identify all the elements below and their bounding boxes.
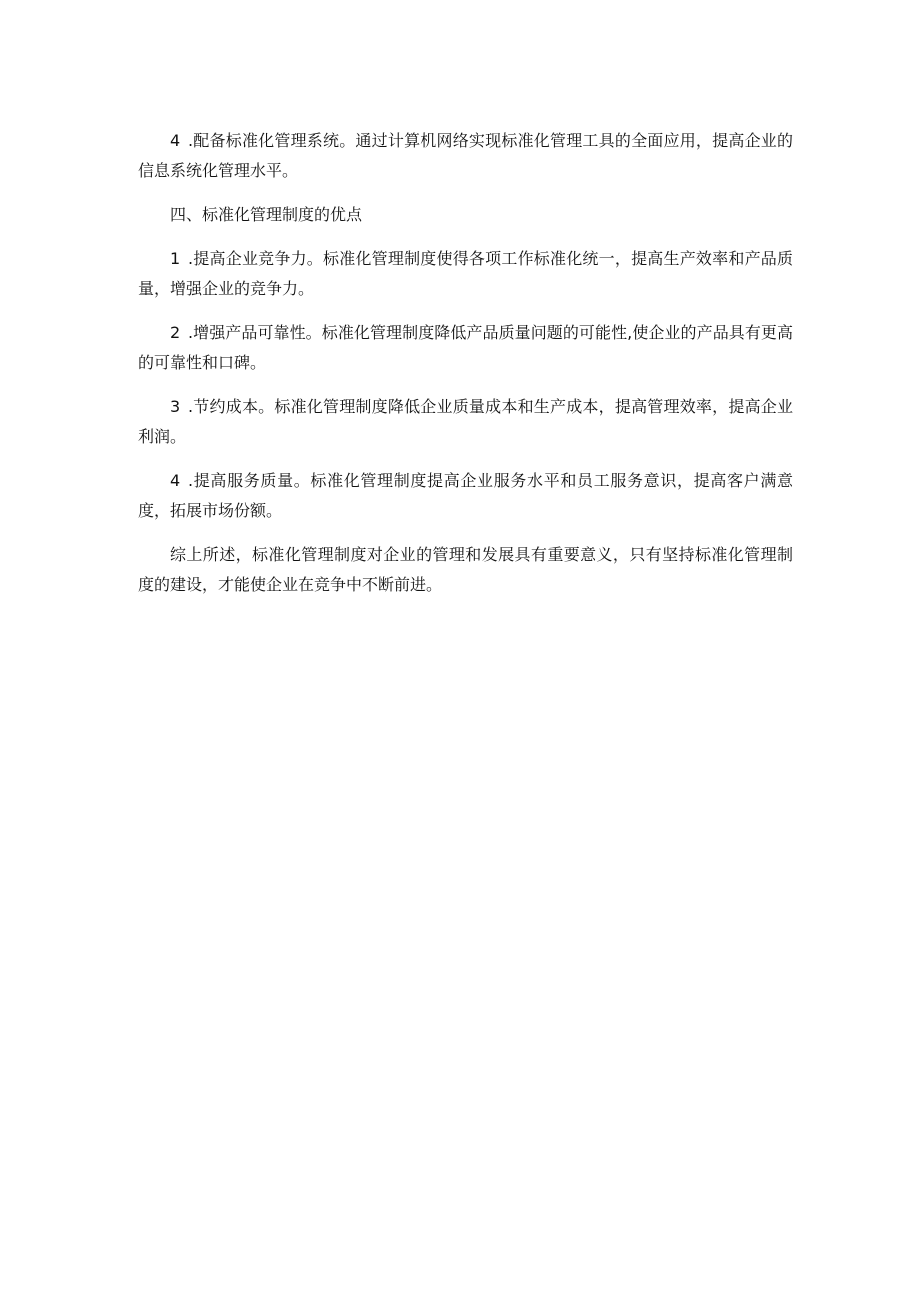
paragraph-number: 1 bbox=[170, 249, 181, 268]
paragraph-number: 4 bbox=[170, 131, 181, 150]
paragraph-item-1 bbox=[138, 244, 793, 304]
paragraph-number: 2 bbox=[170, 323, 181, 342]
paragraph-item-3 bbox=[138, 392, 793, 452]
paragraph-text: .节约成本。标准化管理制度降低企业质量成本和生产成本，提高管理效率，提高企业利润。 bbox=[138, 397, 793, 446]
paragraph-text: .提高服务质量。标准化管理制度提高企业服务水平和员工服务意识，提高客户满意度，拓展市场份额。 bbox=[138, 471, 793, 520]
paragraph-text: .增强产品可靠性。标准化管理制度降低产品质量问题的可能性,使企业的产品具有更高的可靠性和口碑。 bbox=[138, 323, 793, 372]
paragraph-conclusion: 综上所述，标准化管理制度对企业的管理和发展具有重要意义，只有坚持标准化管理制度的建设，才能使企业在竞争中不断前进。 bbox=[138, 545, 793, 594]
paragraph-text: .配备标准化管理系统。通过计算机网络实现标准化管理工具的全面应用，提高企业的信息系统化管理水平。 bbox=[138, 131, 793, 180]
paragraph-number: 4 bbox=[170, 471, 181, 490]
paragraph-item-4-system bbox=[138, 126, 793, 186]
paragraph-item-4-service bbox=[138, 466, 793, 526]
paragraph-item-2 bbox=[138, 318, 793, 378]
paragraph-text: .提高企业竞争力。标准化管理制度使得各项工作标准化统一，提高生产效率和产品质量，增强企业的竞争力。 bbox=[138, 249, 793, 298]
section-heading: 四、标准化管理制度的优点 bbox=[170, 205, 363, 224]
document-body bbox=[138, 126, 793, 614]
paragraph-number: 3 bbox=[170, 397, 181, 416]
